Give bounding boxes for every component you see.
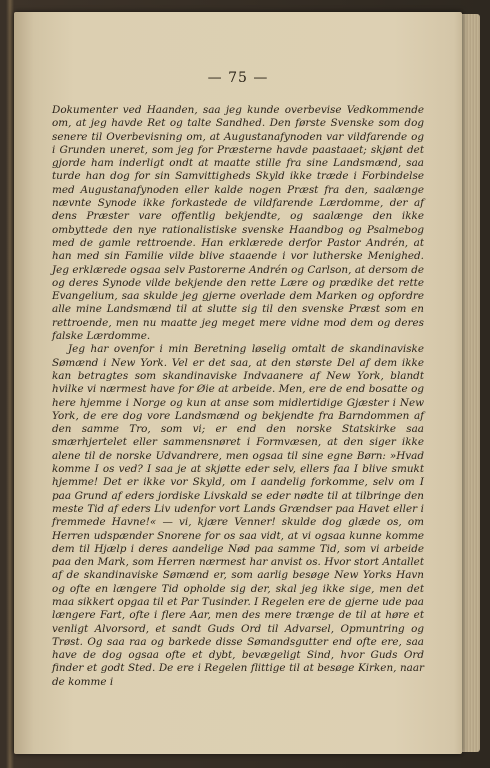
page-number: — 75 — (207, 70, 269, 86)
paragraph-2: Jeg har ovenfor i min Beretning løselig omtalt de skandinaviske Sømænd i New York. Vel er det saa, at den største Del af dem ikke kan betragtes som skandinaviske Indvaanere af New York, blandt hvilke vi nærmest have for Øie at arbeide. Men, ere de end bosatte og here hjemme i Norge og kun at anse som midlertidige Gjæster i New York, de ere dog vore Landsmænd og bekjendte fra Barndommen af den samme Tro, som vi; er end den norske Statskirke saa smærhjertelet eller sammensnøret i Formvæsen, at den siger ikke alene til de norske Udvandrere, men ogsaa til sine egne Børn: »Hvad komme I os ved? I saa je at skjøtte eder selv, ellers faa I blive smukt hjemme! Det er ikke vor Skyld, om I aandelig forkomme, selv om I paa Grund af eders jordiske Livskald se eder nødte til at tilbringe den meste Tid af eders Liv udenfor vort Lands Grændser paa Havet eller i fremmede Havne!« — vi, kjære Venner! skulde dog glæde os, om Herren udspænder Snorene for os saa vidt, at vi ogsaa kunne komme dem til Hjælp i deres aandelige Nød paa samme Tid, som vi arbeide paa den Mark, som Herren nærmest har anvist os. Hvor stort Antallet af de skandinaviske Sømænd er, som aarlig besøge New Yorks Havn og ofte en længere Tid opholde sig der, skal jeg ikke sige, men det maa sikkert opgaa til et Par Tusinder. I Regelen ere de gjerne ude paa længere Fart, ofte i flere Aar, men des mere trænge de til at høre et venligt Alvorsord, et sandt Guds Ord til Advarsel, Opmuntring og Trøst. Og saa raa og barkede disse Sømandsgutter end ofte ere, saa have de dog ogsaa ofte et dybt, bevægeligt Sind, hvor Guds Ord finder et godt Sted. De ere i Regelen flittige til at besøge Kirken, naar de komme i (52, 343, 424, 688)
book-page (14, 12, 462, 754)
page-text (52, 104, 424, 689)
page-edges (462, 14, 480, 752)
paragraph-1: Dokumenter ved Haanden, saa jeg kunde overbevise Vedkommende om, at jeg havde Ret og talte Sandhed. Den første Svenske som dog senere til Overbevisning om, at Augustanafynoden var vildfarende og i Grunden uneret, som jeg for Præsterne havde paastaaet; skjønt det gjorde ham inderligt ondt at maatte stille fra sine Landsmænd, saa turde han dog for sin Samvittigheds Skyld ikke træde i Forbindelse med Augustanafynoden eller kalde nogen Præst fra den, saalænge nævnte Synode ikke forkastede de vildfarende Lærdomme, der af dens Præster vare offentlig bekjendte, og saalænge den ikke ombyttede den nye rationalistiske svenske Haandbog og Psalmebog med de gamle rettroende. Han erklærede derfor Pastor Andrén, at han med sin Familie vilde blive staaende i vor lutherske Menighed. Jeg erklærede ogsaa selv Pastorerne Andrén og Carlson, at dersom de og deres Synode vilde bekjende den rette Lære og prædike det rette Evangelium, saa skulde jeg gjerne overlade dem Marken og opfordre alle mine Landsmænd til at slutte sig til den svenske Præst som en rettroende, men nu maatte jeg meget mere vidne mod dem og deres falske Lærdomme. (52, 104, 424, 343)
